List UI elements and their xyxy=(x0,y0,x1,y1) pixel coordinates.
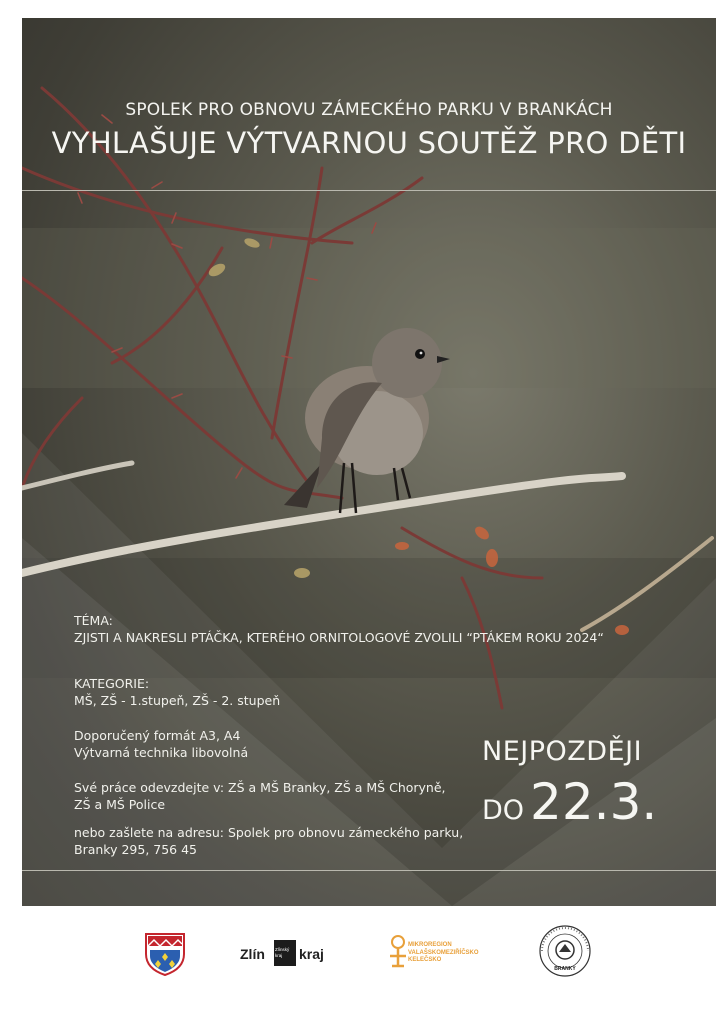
branky-coat-of-arms-logo xyxy=(144,928,186,980)
zlin-logo-box-line1: Zlínský xyxy=(275,947,290,952)
zlinsky-kraj-logo xyxy=(240,938,332,972)
address-block xyxy=(74,824,463,858)
deadline-date: 22.3. xyxy=(530,773,658,831)
divider-bottom xyxy=(22,870,716,871)
deadline-block xyxy=(482,736,712,831)
spolek-seal-logo xyxy=(538,924,592,978)
category-text: MŠ, ZŠ - 1.stupeň, ZŠ - 2. stupeň xyxy=(74,693,281,708)
submit-block xyxy=(74,779,446,813)
format-line: Doporučený formát A3, A4 xyxy=(74,728,241,743)
category-label: KATEGORIE: xyxy=(74,676,150,691)
zlin-logo-text-left: Zlín xyxy=(240,946,265,962)
divider-top xyxy=(22,190,716,191)
organizer-heading: SPOLEK PRO OBNOVU ZÁMECKÉHO PARKU V BRANKÁCH xyxy=(125,100,613,120)
mikroregion-line-1: MIKROREGION xyxy=(408,942,452,948)
zlin-logo-text-right: kraj xyxy=(299,946,324,962)
zlin-logo-box-line2: kraj xyxy=(275,953,283,958)
deadline-date-line xyxy=(482,773,712,831)
address-line-1: nebo zašlete na adresu: Spolek pro obnovu zámeckého parku, xyxy=(74,825,464,840)
mikroregion-line-2: VALAŠSKOMEZIŘÍČSKO xyxy=(408,949,479,956)
contest-title: VYHLAŠUJE VÝTVARNOU SOUTĚŽ PRO DĚTI xyxy=(51,126,687,160)
seal-text: BRANKY xyxy=(554,966,576,972)
mikroregion-line-3: KELEČSKO xyxy=(408,957,442,963)
category-block xyxy=(74,675,280,709)
technique-line: Výtvarná technika libovolná xyxy=(74,745,249,760)
poster xyxy=(22,18,716,906)
theme-block xyxy=(74,612,604,646)
deadline-prefix: DO xyxy=(482,795,525,826)
zlin-logo-box xyxy=(274,940,296,966)
theme-label: TÉMA: xyxy=(74,613,113,628)
submit-line-1: Své práce odevzdejte v: ZŠ a MŠ Branky, ZŠ a MŠ Choryně, xyxy=(74,780,446,795)
theme-text: ZJISTI A NAKRESLI PTÁČKA, KTERÉHO ORNITOLOGOVÉ ZVOLILI “PTÁKEM ROKU 2024“ xyxy=(74,630,604,645)
address-line-2: Branky 295, 756 45 xyxy=(74,842,198,857)
mikroregion-logo xyxy=(386,932,492,976)
format-block xyxy=(74,727,248,761)
submit-line-2: ZŠ a MŠ Police xyxy=(74,797,166,812)
mikroregion-emblem-icon xyxy=(386,932,410,972)
deadline-label: NEJPOZDĚJI xyxy=(482,736,643,767)
